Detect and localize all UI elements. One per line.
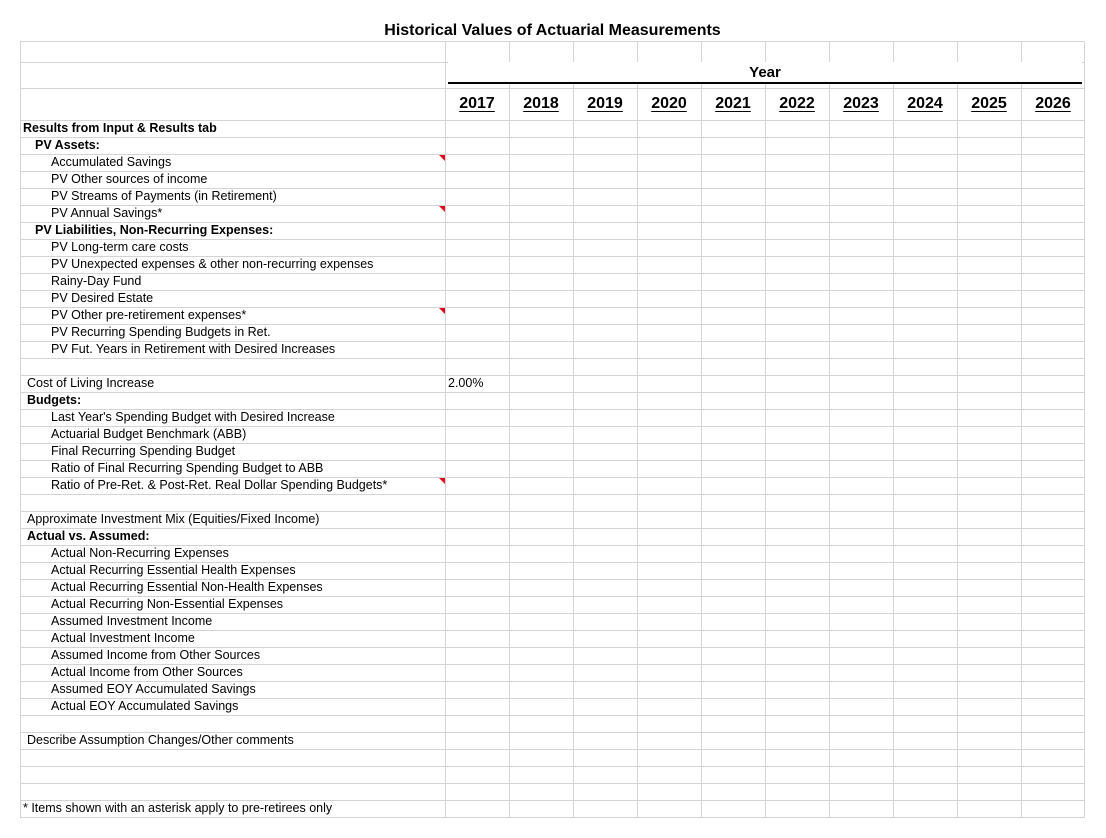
sheet-title: Historical Values of Actuarial Measurements	[20, 20, 1085, 41]
year-column-header[interactable]: 2018	[523, 95, 559, 112]
row-label-pv-other-income[interactable]: PV Other sources of income	[51, 172, 208, 186]
gridline	[20, 766, 1085, 767]
section-header-budgets[interactable]: Budgets:	[27, 393, 82, 407]
gridline	[20, 715, 1085, 716]
gridline	[20, 494, 1085, 495]
year-column-header[interactable]: 2019	[587, 95, 623, 112]
row-label-cost-of-living[interactable]: Cost of Living Increase	[27, 376, 155, 390]
row-label-assumed-eoy-savings[interactable]: Assumed EOY Accumulated Savings	[51, 682, 256, 696]
row-label-rainy-day-fund[interactable]: Rainy-Day Fund	[51, 274, 142, 288]
gridline	[701, 41, 702, 818]
row-label-actual-essential-health[interactable]: Actual Recurring Essential Health Expenses	[51, 563, 296, 577]
gridline	[829, 41, 830, 818]
gridline	[765, 41, 766, 818]
gridline	[1021, 41, 1022, 818]
row-label-final-recurring[interactable]: Final Recurring Spending Budget	[51, 444, 236, 458]
year-column-header[interactable]: 2017	[459, 95, 495, 112]
gridline	[20, 273, 1085, 274]
cost-of-living-2017-cell[interactable]: 2.00%	[448, 376, 484, 390]
row-label-pv-recurring-spending[interactable]: PV Recurring Spending Budgets in Ret.	[51, 325, 271, 339]
year-header: Year	[448, 62, 1082, 84]
year-column-header[interactable]: 2025	[971, 95, 1007, 112]
row-label-last-year-budget[interactable]: Last Year's Spending Budget with Desired Increase	[51, 410, 335, 424]
gridline	[20, 41, 1085, 42]
row-label-actual-eoy-savings[interactable]: Actual EOY Accumulated Savings	[51, 699, 239, 713]
gridline	[20, 154, 1085, 155]
gridline	[20, 88, 1085, 89]
gridline	[637, 41, 638, 818]
year-header-underline	[448, 82, 1082, 84]
row-label-pv-annual-savings[interactable]: PV Annual Savings*	[51, 206, 163, 220]
row-label-pv-unexpected[interactable]: PV Unexpected expenses & other non-recurring expenses	[51, 257, 374, 271]
comment-indicator-icon[interactable]	[439, 206, 445, 212]
row-label-accumulated-savings[interactable]: Accumulated Savings	[51, 155, 172, 169]
gridline	[20, 749, 1085, 750]
gridline	[20, 528, 1085, 529]
gridline	[957, 41, 958, 818]
row-label-pv-long-term-care[interactable]: PV Long-term care costs	[51, 240, 189, 254]
row-label-pv-other-pre-retirement[interactable]: PV Other pre-retirement expenses*	[51, 308, 247, 322]
comment-indicator-icon[interactable]	[439, 308, 445, 314]
comment-indicator-icon[interactable]	[439, 478, 445, 484]
gridline	[893, 41, 894, 818]
subsection-header-pv-liabilities[interactable]: PV Liabilities, Non-Recurring Expenses:	[35, 223, 274, 237]
row-label-pv-desired-estate[interactable]: PV Desired Estate	[51, 291, 154, 305]
spreadsheet-grid	[20, 20, 1085, 818]
section-header-results[interactable]: Results from Input & Results tab	[23, 121, 217, 135]
gridline	[573, 41, 574, 818]
row-label-investment-mix[interactable]: Approximate Investment Mix (Equities/Fixed Income)	[27, 512, 320, 526]
footnote[interactable]: * Items shown with an asterisk apply to pre-retirees only	[23, 801, 333, 815]
row-label-describe-changes[interactable]: Describe Assumption Changes/Other comments	[27, 733, 294, 747]
subsection-header-pv-assets[interactable]: PV Assets:	[35, 138, 100, 152]
gridline	[20, 392, 1085, 393]
row-label-assumed-investment-income[interactable]: Assumed Investment Income	[51, 614, 213, 628]
year-column-header[interactable]: 2022	[779, 95, 815, 112]
row-label-assumed-other-income[interactable]: Assumed Income from Other Sources	[51, 648, 261, 662]
year-column-header[interactable]: 2026	[1035, 95, 1071, 112]
year-column-header[interactable]: 2023	[843, 95, 879, 112]
comment-indicator-icon[interactable]	[439, 155, 445, 161]
year-column-header[interactable]: 2020	[651, 95, 687, 112]
row-label-actual-other-income[interactable]: Actual Income from Other Sources	[51, 665, 243, 679]
row-label-actual-investment-income[interactable]: Actual Investment Income	[51, 631, 195, 645]
row-label-actual-non-essential[interactable]: Actual Recurring Non-Essential Expenses	[51, 597, 284, 611]
year-column-header[interactable]: 2021	[715, 95, 751, 112]
gridline	[20, 358, 1085, 359]
row-label-ratio-final-abb[interactable]: Ratio of Final Recurring Spending Budget to ABB	[51, 461, 324, 475]
gridline	[20, 375, 1085, 376]
gridline	[20, 137, 1085, 138]
row-label-pv-future-years[interactable]: PV Fut. Years in Retirement with Desired Increases	[51, 342, 336, 356]
row-label-actual-essential-non-health[interactable]: Actual Recurring Essential Non-Health Expenses	[51, 580, 323, 594]
year-column-header[interactable]: 2024	[907, 95, 943, 112]
gridline	[20, 290, 1085, 291]
gridline	[20, 205, 1085, 206]
row-label-abb[interactable]: Actuarial Budget Benchmark (ABB)	[51, 427, 247, 441]
section-header-actual-vs-assumed[interactable]: Actual vs. Assumed:	[27, 529, 150, 543]
row-label-actual-non-recurring[interactable]: Actual Non-Recurring Expenses	[51, 546, 229, 560]
gridline	[445, 41, 446, 818]
row-label-pv-streams-payments[interactable]: PV Streams of Payments (in Retirement)	[51, 189, 277, 203]
gridline	[509, 41, 510, 818]
row-label-ratio-pre-post[interactable]: Ratio of Pre-Ret. & Post-Ret. Real Dollar Spending Budgets*	[51, 478, 388, 492]
gridline	[20, 783, 1085, 784]
